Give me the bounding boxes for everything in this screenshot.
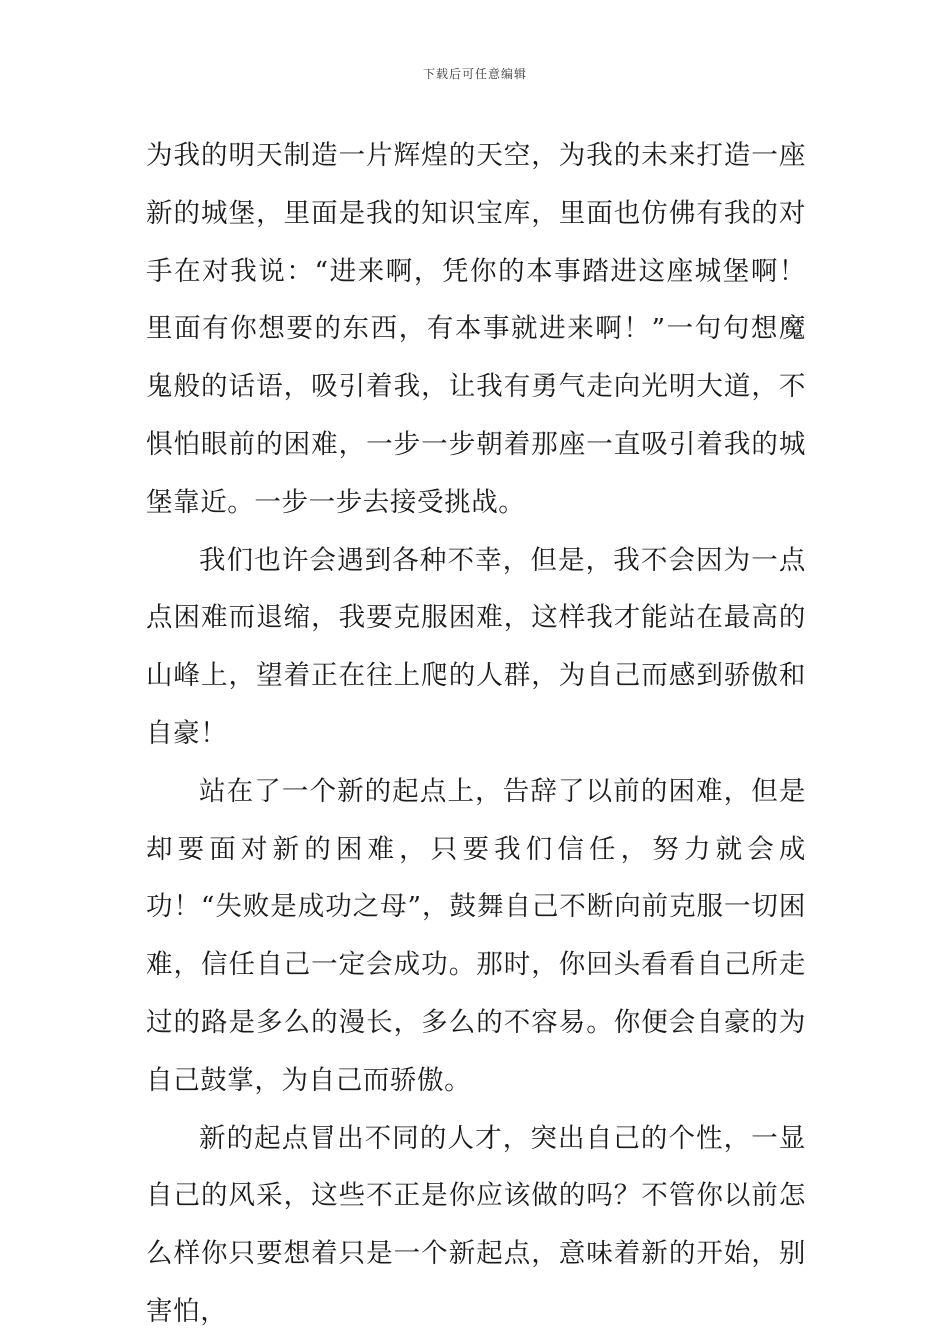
paragraph-2: 我们也许会遇到各种不幸，但是，我不会因为一点点困难而退缩，我要克服困难，这样我才能站在最高的山峰上，望着正在往上爬的人群，为自己而感到骄傲和自豪！ <box>146 544 806 749</box>
paragraph-3: 站在了一个新的起点上，告辞了以前的困难，但是却要面对新的困难，只要我们信任，努力就会成功！“失败是成功之母”，鼓舞自己不断向前克服一切困难，信任自己一定会成功。那时，你回头看看自己所走过的路是多么的漫长，多么的不容易。你便会自豪的为自己鼓掌，为自己而骄傲。 <box>146 775 806 1096</box>
paragraph-1: 为我的明天制造一片辉煌的天空，为我的未来打造一座新的城堡，里面是我的知识宝库，里面也仿佛有我的对手在对我说：“进来啊，凭你的本事踏进这座城堡啊！里面有你想要的东西，有本事就进来啊！”一句句想魔鬼般的话语，吸引着我，让我有勇气走向光明大道，不惧怕眼前的困难，一步一步朝着那座一直吸引着我的城堡靠近。一步一步去接受挑战。 <box>146 140 806 518</box>
document-body <box>146 127 806 1341</box>
page-header: 下载后可任意编辑 <box>422 67 527 81</box>
paragraph-4: 新的起点冒出不同的人才，突出自己的个性，一显自己的风采，这些不正是你应该做的吗？不管你以前怎么样你只要想着只是一个新起点，意味着新的开始，别害怕， <box>146 1122 806 1327</box>
